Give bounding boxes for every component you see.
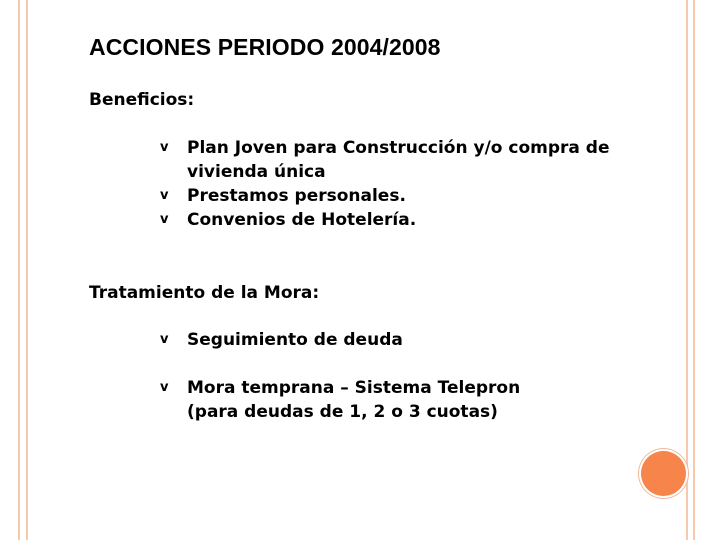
checkmark-bullet-icon: v [160, 212, 169, 227]
list-item-text-continued: (para deudas de 1, 2 o 3 cuotas) [187, 402, 498, 422]
right-border-line-outer [693, 0, 695, 540]
beneficios-list [160, 136, 657, 232]
decorative-circle [641, 451, 686, 496]
checkmark-bullet-icon: v [160, 332, 169, 347]
section-heading-beneficios: Beneficios: [89, 90, 195, 110]
list-item [160, 136, 657, 184]
list-item-text-continued: vivienda única [187, 162, 326, 182]
left-border-line-inner [26, 0, 28, 540]
left-border-line-outer [18, 0, 20, 540]
checkmark-bullet-icon: v [160, 380, 169, 395]
checkmark-bullet-icon: v [160, 140, 169, 155]
list-item-text: Mora temprana – Sistema Telepron [187, 378, 521, 398]
list-item [160, 328, 657, 352]
slide-title: ACCIONES PERIODO 2004/2008 [89, 34, 441, 60]
list-item-text: Plan Joven para Construcción y/o compra de [187, 138, 610, 158]
checkmark-bullet-icon: v [160, 188, 169, 203]
list-item-text: Prestamos personales. [187, 186, 406, 206]
list-item [160, 376, 657, 424]
right-border-line-inner [686, 0, 688, 540]
list-item-text: Convenios de Hotelería. [187, 210, 417, 230]
tratamiento-mora-list [160, 328, 657, 448]
list-item [160, 184, 657, 208]
section-heading-tratamiento-mora: Tratamiento de la Mora: [89, 283, 320, 303]
list-item-text: Seguimiento de deuda [187, 330, 403, 350]
list-item [160, 208, 657, 232]
